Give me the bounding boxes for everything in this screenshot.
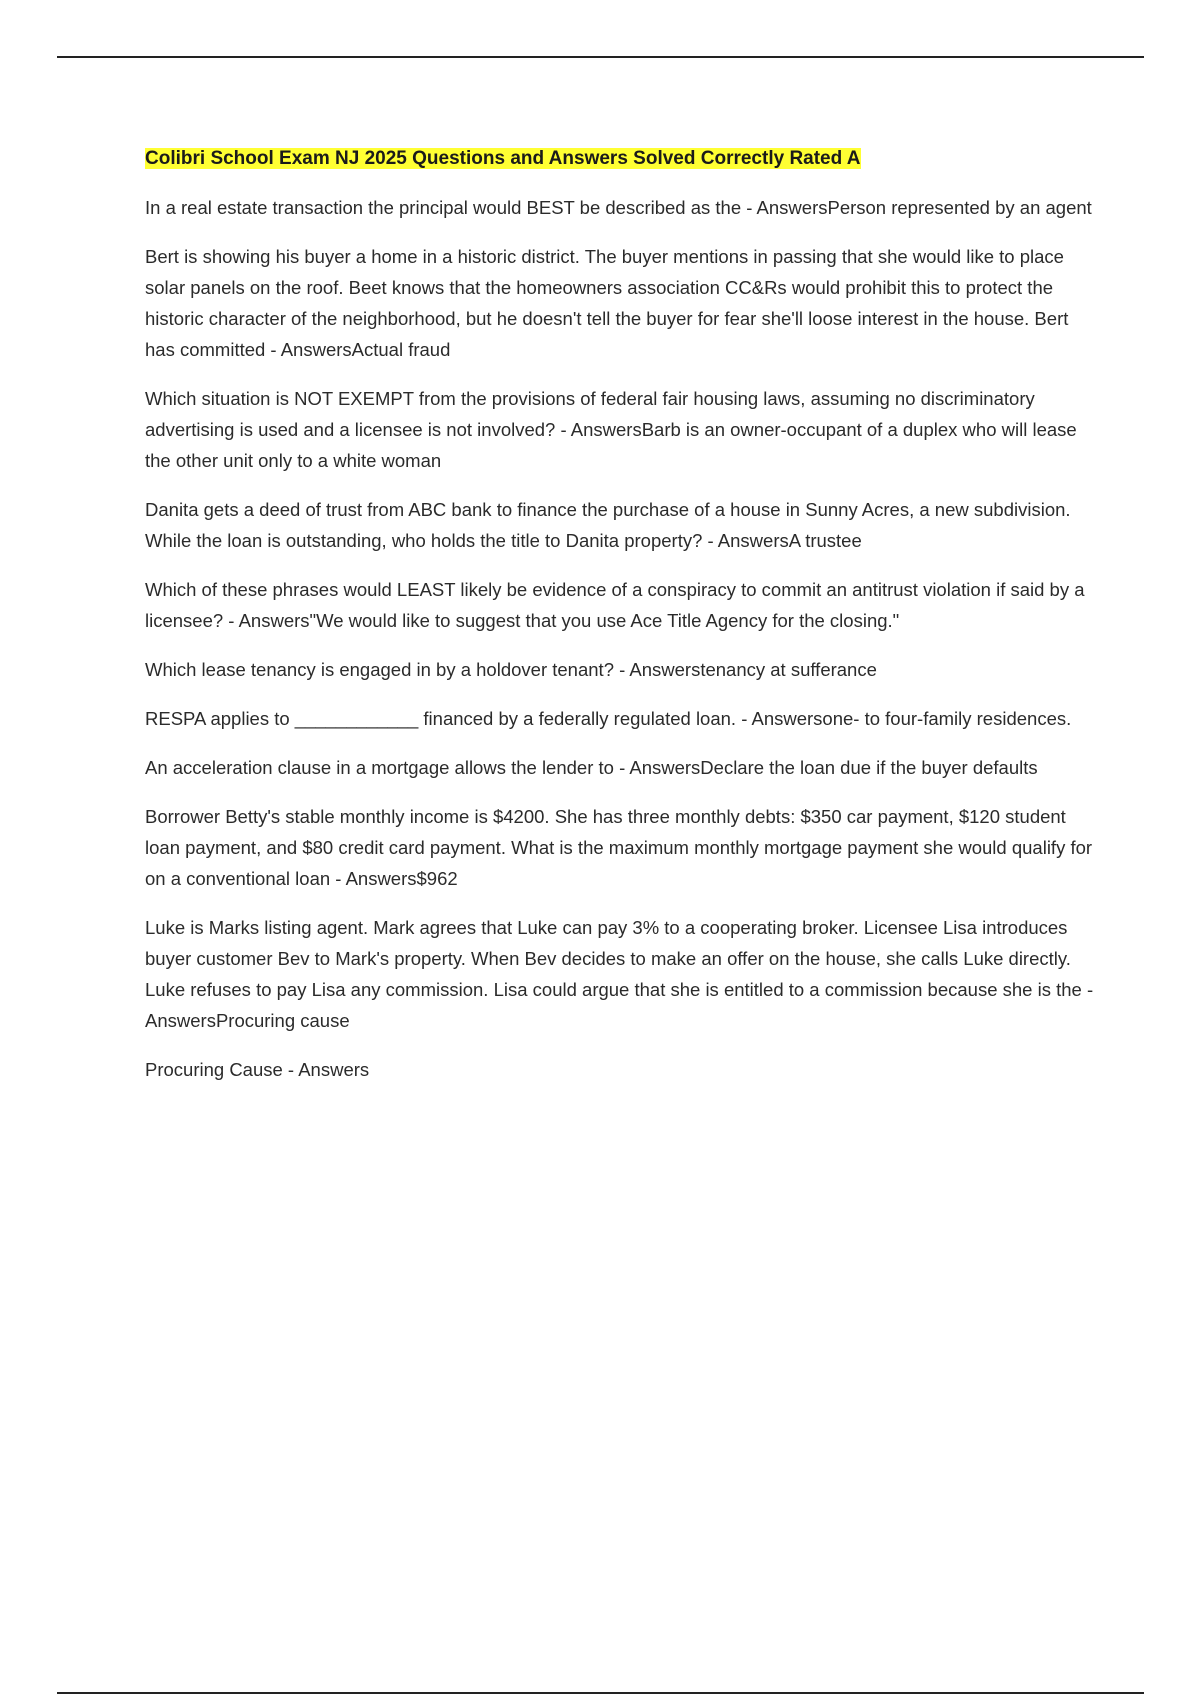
qa-item-9: Borrower Betty's stable monthly income is $4200. She has three monthly debts: $350 car payment, $120 student loan payment, and $80 credit card payment. What is the maximum monthly mortgage payment she would qualify for on a conventional loan - Answers$962 <box>145 806 1093 889</box>
qa-item-2: Bert is showing his buyer a home in a historic district. The buyer mentions in passing that she would like to place solar panels on the roof. Beet knows that the homeowners association CC&Rs would prohibit this to protect the historic character of the neighborhood, but he doesn't tell the buyer for fear she'll loose interest in the house. Bert has committed - AnswersActual fraud <box>145 246 1069 360</box>
document-title <box>145 144 1095 174</box>
qa-item-11: Procuring Cause - Answers <box>145 1059 370 1080</box>
qa-item-8: An acceleration clause in a mortgage allows the lender to - AnswersDeclare the loan due if the buyer defaults <box>145 757 1038 778</box>
qa-item-6: Which lease tenancy is engaged in by a holdover tenant? - Answerstenancy at sufferance <box>145 659 877 680</box>
header-rule <box>57 56 1144 58</box>
title-highlight: Colibri School Exam NJ 2025 Questions and Answers Solved Correctly Rated A <box>145 148 861 169</box>
qa-item-5: Which of these phrases would LEAST likely be evidence of a conspiracy to commit an antitrust violation if said by a licensee? - Answers"We would like to suggest that you use Ace Title Agency for the closing." <box>145 579 1085 631</box>
footer-rule <box>57 1692 1144 1694</box>
qa-item-10: Luke is Marks listing agent. Mark agrees that Luke can pay 3% to a cooperating broker. Licensee Lisa introduces buyer customer Bev to Mark's property. When Bev decides to make an offer on the house, she calls Luke directly. Luke refuses to pay Lisa any commission. Lisa could argue that she is entitled to a commission because she is the - AnswersProcuring cause <box>145 917 1094 1031</box>
qa-item-7: RESPA applies to ____________ financed by a federally regulated loan. - Answersone- to four-family residences. <box>145 708 1072 729</box>
qa-item-4: Danita gets a deed of trust from ABC bank to finance the purchase of a house in Sunny Acres, a new subdivision. While the loan is outstanding, who holds the title to Danita property? - AnswersA trustee <box>145 499 1071 551</box>
qa-item-3: Which situation is NOT EXEMPT from the provisions of federal fair housing laws, assuming no discriminatory advertising is used and a licensee is not involved? - AnswersBarb is an owner-occupant of a duplex who will lease the other unit only to a white woman <box>145 388 1077 471</box>
document-body <box>145 144 1095 1103</box>
qa-item-1: In a real estate transaction the principal would BEST be described as the - AnswersPerson represented by an agent <box>145 197 1092 218</box>
